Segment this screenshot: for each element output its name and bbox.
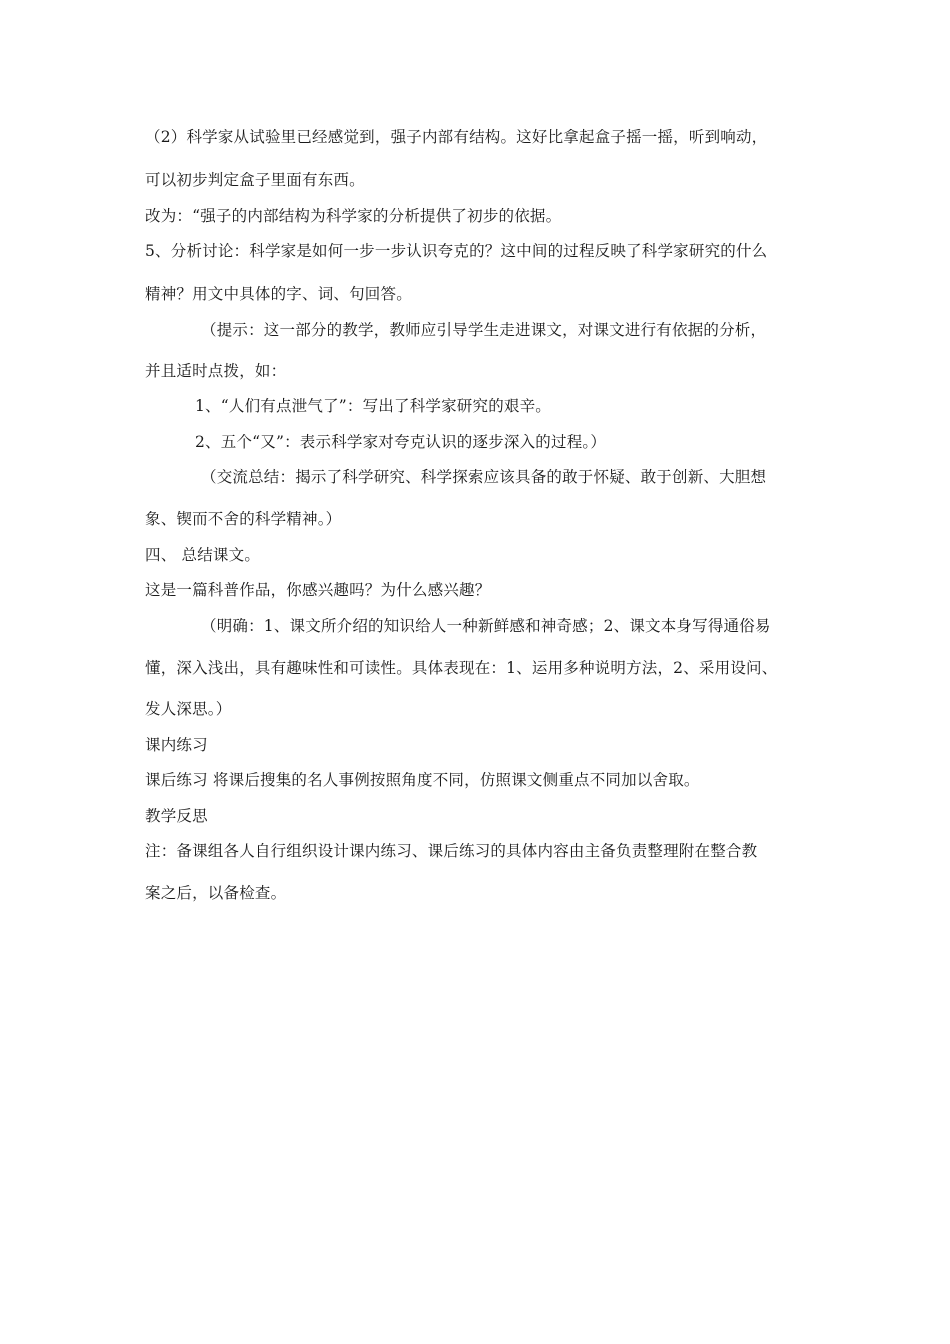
paragraph-line-7: 并且适时点拨，如： xyxy=(145,362,287,380)
paragraph-line-1: （2）科学家从试验里已经感觉到，强子内部有结构。这好比拿起盒子摇一摇，听到响动， xyxy=(145,128,768,146)
paragraph-line-16: 发人深思。） xyxy=(145,700,232,718)
paragraph-line-8: 1、“人们有点泄气了”：写出了科学家研究的艰辛。 xyxy=(195,397,552,415)
paragraph-line-5: 精神？用文中具体的字、词、句回答。 xyxy=(145,285,412,303)
paragraph-line-10: （交流总结：揭示了科学研究、科学探索应该具备的敢于怀疑、敢于创新、大胆想 xyxy=(201,468,767,486)
paragraph-line-2: 可以初步判定盒子里面有东西。 xyxy=(145,171,365,189)
paragraph-line-3: 改为：“强子的内部结构为科学家的分析提供了初步的依据。 xyxy=(145,207,562,225)
paragraph-line-11: 象、锲而不舍的科学精神。） xyxy=(145,510,342,528)
paragraph-line-6: （提示：这一部分的教学，教师应引导学生走进课文，对课文进行有依据的分析， xyxy=(201,321,767,339)
paragraph-line-9: 2、五个“又”：表示科学家对夸克认识的逐步深入的过程。） xyxy=(195,433,607,451)
paragraph-line-13: 这是一篇科普作品，你感兴趣吗？为什么感兴趣？ xyxy=(145,581,491,599)
paragraph-line-15: 懂，深入浅出，具有趣味性和可读性。具体表现在：1、运用多种说明方法，2、采用设问、 xyxy=(145,659,778,677)
section-heading: 四、 总结课文。 xyxy=(145,546,261,564)
paragraph-line-4: 5、分析讨论：科学家是如何一步一步认识夸克的？这中间的过程反映了科学家研究的什么 xyxy=(145,242,768,260)
heading-teaching-reflection: 教学反思 xyxy=(145,807,208,825)
paragraph-line-21: 案之后，以备检查。 xyxy=(145,884,287,902)
heading-in-class-exercise: 课内练习 xyxy=(145,736,208,754)
paragraph-line-18: 课后练习 将课后搜集的名人事例按照角度不同，仿照课文侧重点不同加以舍取。 xyxy=(145,771,700,789)
paragraph-line-14: （明确：1、课文所介绍的知识给人一种新鲜感和神奇感；2、课文本身写得通俗易 xyxy=(201,617,771,635)
paragraph-line-20: 注：备课组各人自行组织设计课内练习、课后练习的具体内容由主备负责整理附在整合教 xyxy=(145,842,758,860)
